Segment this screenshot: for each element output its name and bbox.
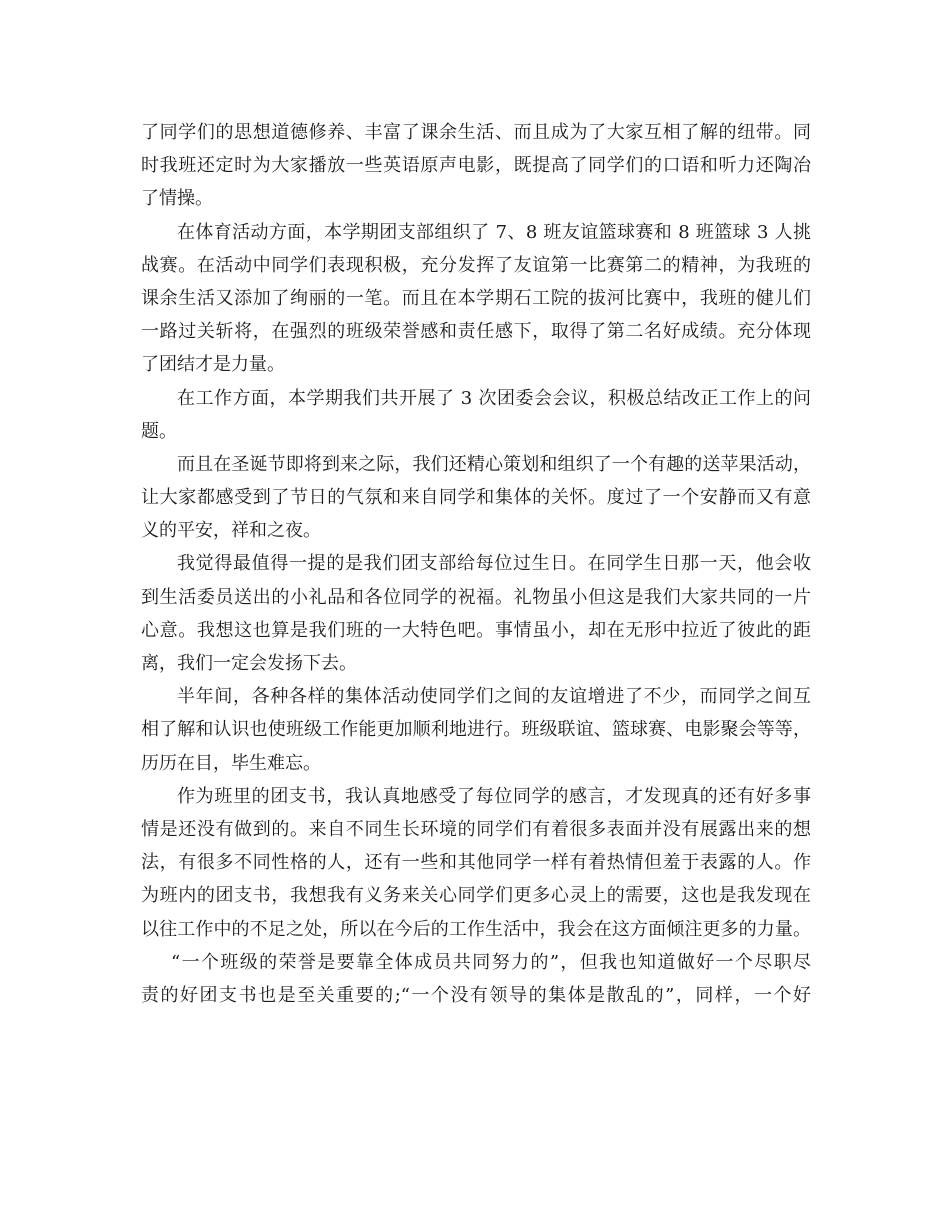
text-line: 作为班里的团支书，我认真地感受了每位同学的感言，才发现真的还有好多事 xyxy=(177,785,811,807)
text-line: 半年间，各种各样的集体活动使同学们之间的友谊增进了不少，而同学之间互 xyxy=(177,686,811,708)
text-line: 到生活委员送出的小礼品和各位同学的祝福。礼物虽小但这是我们大家共同的一片 xyxy=(141,586,811,608)
text-line: 了团结才是力量。 xyxy=(141,354,285,376)
text-line: 让大家都感受到了节日的气氛和来自同学和集体的关怀。度过了一个安静而又有意 xyxy=(141,487,811,509)
text-line: 而且在圣诞节即将到来之际，我们还精心策划和组织了一个有趣的送苹果活动， xyxy=(177,453,811,475)
text-line: 责的好团支书也是至关重要的;“一个没有领导的集体是散乱的”，同样，一个好 xyxy=(141,984,811,1006)
text-line: 时我班还定时为大家播放一些英语原声电影，既提高了同学们的口语和听力还陶冶 xyxy=(141,155,811,177)
text-line: 法，有很多不同性格的人，还有一些和其他同学一样有着热情但羞于表露的人。作 xyxy=(141,852,811,874)
text-line: 相了解和认识也使班级工作能更加顺利地进行。班级联谊、篮球赛、电影聚会等等， xyxy=(141,719,811,741)
text-line: 我觉得最值得一提的是我们团支部给每位过生日。在同学生日那一天，他会收 xyxy=(177,553,811,575)
text-line: 在工作方面，本学期我们共开展了 3 次团委会会议，积极总结改正工作上的问 xyxy=(177,387,811,409)
text-line: 题。 xyxy=(141,420,177,442)
text-line: 了同学们的思想道德修养、丰富了课余生活、而且成为了大家互相了解的纽带。同 xyxy=(141,122,811,143)
text-line: 离，我们一定会发扬下去。 xyxy=(141,653,357,674)
text-line: 了情操。 xyxy=(141,188,213,210)
text-line: 情是还没有做到的。来自不同生长环境的同学们有着很多表面并没有展露出来的想 xyxy=(141,818,811,840)
text-line: 战赛。在活动中同学们表现积极，充分发挥了友谊第一比赛第二的精神，为我班的 xyxy=(141,254,811,276)
body-text xyxy=(141,116,811,1012)
text-line: 心意。我想这也算是我们班的一大特色吧。事情虽小，却在无形中拉近了彼此的距 xyxy=(141,619,811,641)
text-line: “一个班级的荣誉是要靠全体成员共同努力的”，但我也知道做好一个尽职尽 xyxy=(171,951,811,973)
text-line: 在体育活动方面，本学期团支部组织了 7、8 班友谊篮球赛和 8 班篮球 3 人挑 xyxy=(177,221,811,243)
text-line: 义的平安，祥和之夜。 xyxy=(141,520,321,542)
text-line: 历历在目，毕生难忘。 xyxy=(141,752,321,774)
text-line: 课余生活又添加了绚丽的一笔。而且在本学期石工院的拔河比赛中，我班的健儿们 xyxy=(141,287,811,309)
text-line: 以往工作中的不足之处，所以在今后的工作生活中，我会在这方面倾注更多的力量。 xyxy=(141,918,811,940)
text-line: 一路过关斩将，在强烈的班级荣誉感和责任感下，取得了第二名好成绩。充分体现 xyxy=(141,321,811,343)
text-line: 为班内的团支书，我想我有义务来关心同学们更多心灵上的需要，这也是我发现在 xyxy=(141,885,811,907)
